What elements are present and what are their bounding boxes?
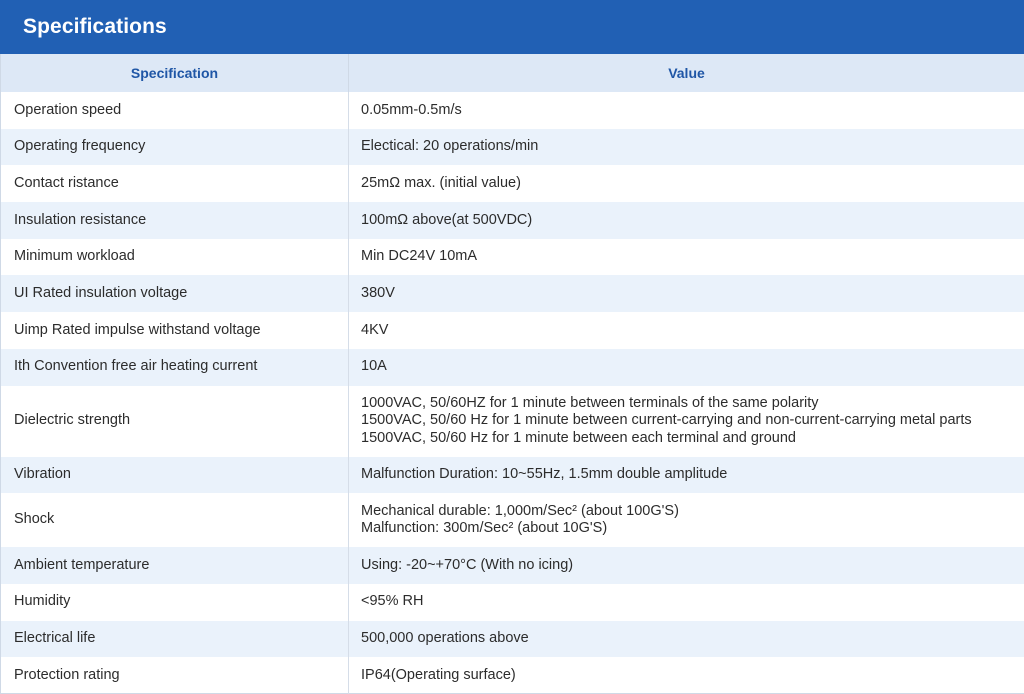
table-header bbox=[1, 54, 1024, 92]
spec-name-cell: Insulation resistance bbox=[1, 202, 349, 239]
spec-name-cell: Minimum workload bbox=[1, 239, 349, 276]
spec-value-cell bbox=[349, 275, 1024, 312]
spec-value-line: IP64(Operating surface) bbox=[361, 666, 516, 683]
spec-value-line: 500,000 operations above bbox=[361, 630, 529, 647]
spec-value-cell bbox=[349, 129, 1024, 166]
spec-name-cell: Operating frequency bbox=[1, 129, 349, 166]
column-header-specification: Specification bbox=[1, 54, 349, 92]
spec-name-cell: Dielectric strength bbox=[1, 386, 349, 457]
spec-value-cell bbox=[349, 493, 1024, 547]
spec-value-line: Mechanical durable: 1,000m/Sec² (about 100G'S) bbox=[361, 502, 679, 519]
spec-name-cell: Humidity bbox=[1, 584, 349, 621]
spec-value-line: 4KV bbox=[361, 321, 389, 338]
spec-name-cell: Protection rating bbox=[1, 657, 349, 694]
spec-value-cell bbox=[349, 349, 1024, 386]
spec-value-cell bbox=[349, 386, 1024, 457]
table-row bbox=[1, 386, 1024, 457]
spec-value-line: Using: -20~+70°C (With no icing) bbox=[361, 556, 574, 573]
table-body bbox=[1, 92, 1024, 694]
header-row bbox=[1, 54, 1024, 92]
spec-name-cell: Shock bbox=[1, 493, 349, 547]
spec-value-line: Malfunction: 300m/Sec² (about 10G'S) bbox=[361, 520, 608, 537]
spec-name-cell: Contact ristance bbox=[1, 165, 349, 202]
table-row bbox=[1, 275, 1024, 312]
section-title: Specifications bbox=[23, 15, 167, 38]
spec-value-line: 10A bbox=[361, 358, 387, 375]
spec-value-line: Malfunction Duration: 10~55Hz, 1.5mm double amplitude bbox=[361, 466, 728, 483]
spec-value-line: 100mΩ above(at 500VDC) bbox=[361, 211, 533, 228]
spec-value-line: 1000VAC, 50/60HZ for 1 minute between terminals of the same polarity bbox=[361, 394, 819, 411]
spec-value-cell bbox=[349, 92, 1024, 129]
spec-value-line: 0.05mm-0.5m/s bbox=[361, 101, 462, 118]
spec-value-line: 1500VAC, 50/60 Hz for 1 minute between each terminal and ground bbox=[361, 429, 796, 446]
table-row bbox=[1, 457, 1024, 494]
table-row bbox=[1, 129, 1024, 166]
spec-value-cell bbox=[349, 621, 1024, 658]
column-header-value: Value bbox=[349, 54, 1024, 92]
spec-value-cell bbox=[349, 202, 1024, 239]
spec-value-cell bbox=[349, 239, 1024, 276]
section-header bbox=[0, 0, 1024, 54]
spec-value-cell bbox=[349, 657, 1024, 694]
spec-value-cell bbox=[349, 584, 1024, 621]
spec-name-cell: Vibration bbox=[1, 457, 349, 494]
table-row bbox=[1, 349, 1024, 386]
table-row bbox=[1, 493, 1024, 547]
spec-name-cell: Electrical life bbox=[1, 621, 349, 658]
spec-value-line: 25mΩ max. (initial value) bbox=[361, 174, 521, 191]
spec-value-line: 1500VAC, 50/60 Hz for 1 minute between current-carrying and non-current-carrying metal parts bbox=[361, 412, 972, 429]
spec-value-cell bbox=[349, 165, 1024, 202]
table-row bbox=[1, 239, 1024, 276]
spec-name-cell: Ambient temperature bbox=[1, 547, 349, 584]
table-row bbox=[1, 165, 1024, 202]
table-row bbox=[1, 312, 1024, 349]
spec-value-line: <95% RH bbox=[361, 593, 424, 610]
spec-value-cell bbox=[349, 312, 1024, 349]
table-row bbox=[1, 584, 1024, 621]
table-row bbox=[1, 547, 1024, 584]
spec-value-cell bbox=[349, 547, 1024, 584]
table-row bbox=[1, 92, 1024, 129]
spec-value-line: Electical: 20 operations/min bbox=[361, 138, 539, 155]
spec-name-cell: Operation speed bbox=[1, 92, 349, 129]
spec-name-cell: UI Rated insulation voltage bbox=[1, 275, 349, 312]
spec-name-cell: Uimp Rated impulse withstand voltage bbox=[1, 312, 349, 349]
table-row bbox=[1, 657, 1024, 694]
spec-value-line: 380V bbox=[361, 285, 395, 302]
spec-name-cell: Ith Convention free air heating current bbox=[1, 349, 349, 386]
table-row bbox=[1, 621, 1024, 658]
specifications-table bbox=[0, 54, 1024, 694]
spec-value-line: Min DC24V 10mA bbox=[361, 248, 478, 265]
table-row bbox=[1, 202, 1024, 239]
spec-value-cell bbox=[349, 457, 1024, 494]
